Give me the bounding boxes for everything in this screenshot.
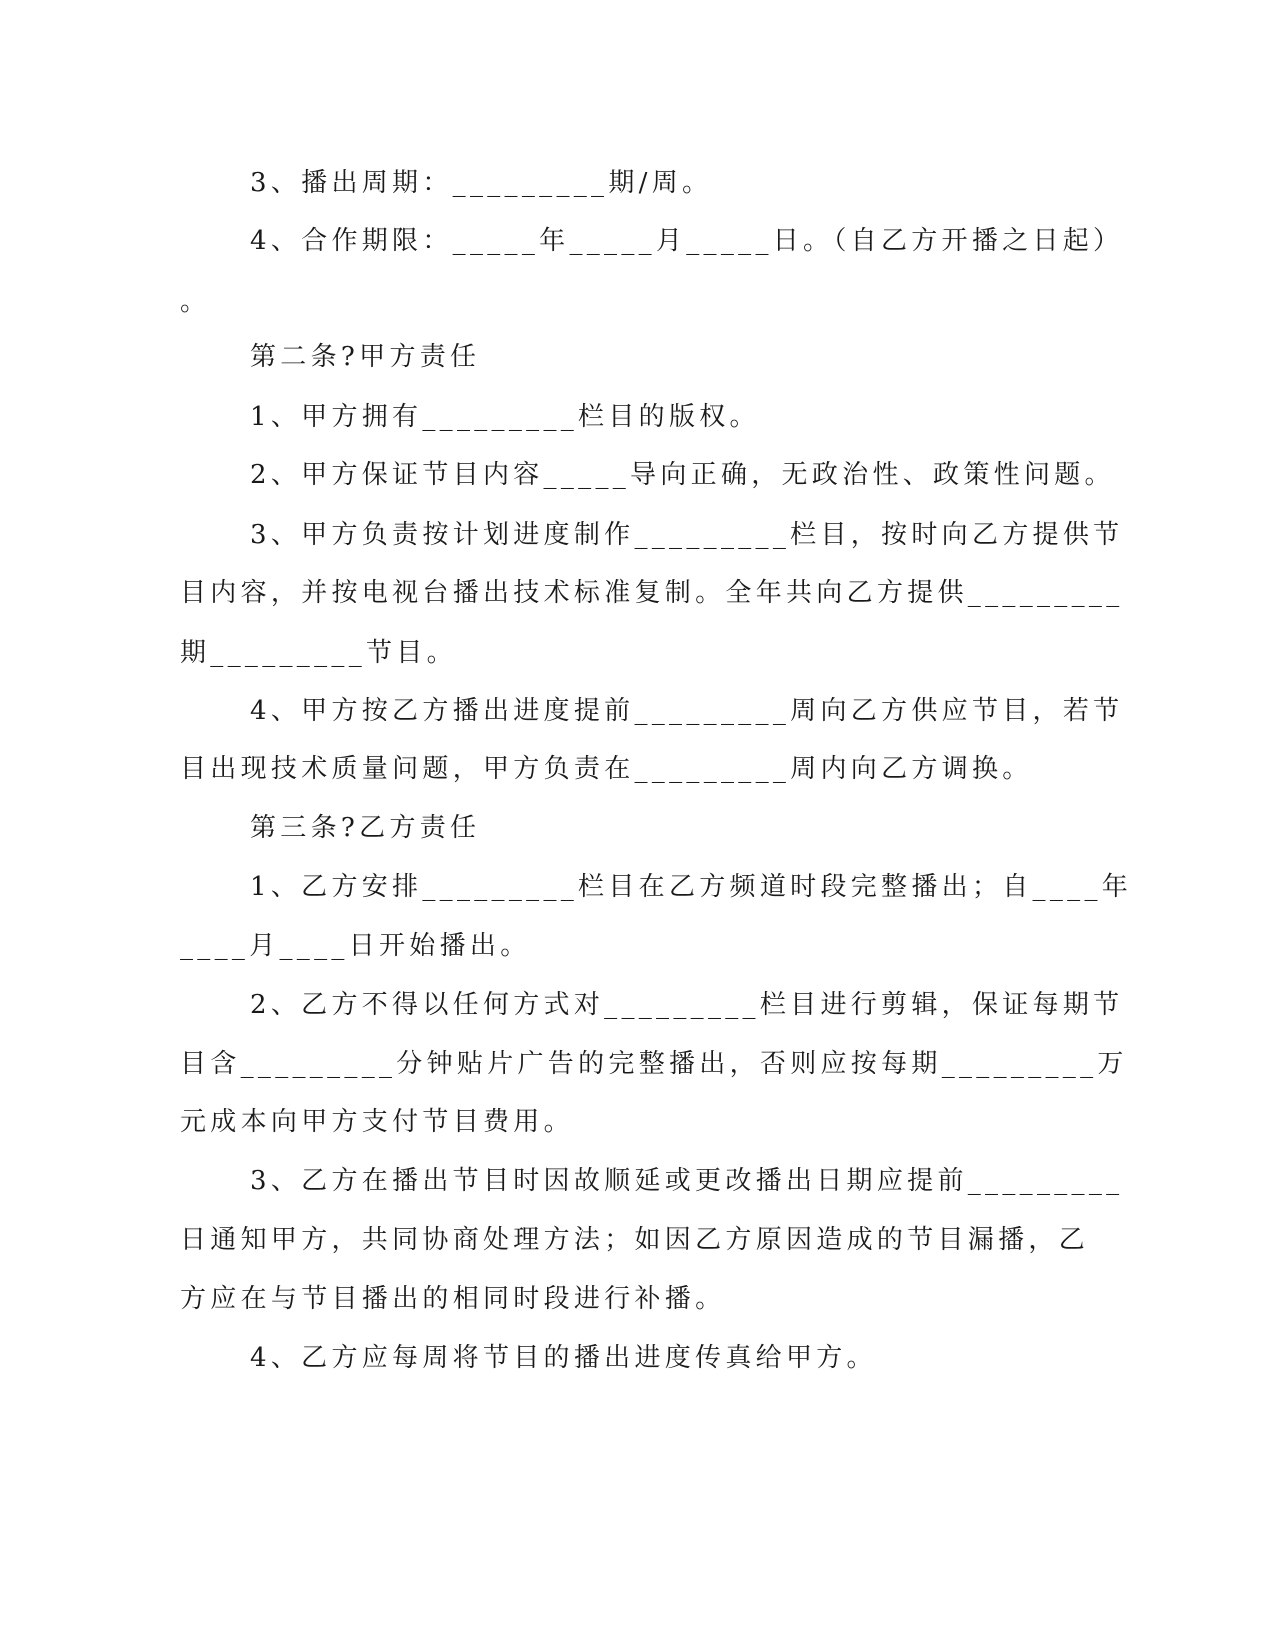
- text-line: 2、甲方保证节目内容_____导向正确，无政治性、政策性问题。: [250, 460, 1115, 490]
- text-line: ____月____日开始播出。: [180, 931, 531, 961]
- text-line: 日通知甲方，共同协商处理方法；如因乙方原因造成的节目漏播，乙: [180, 1225, 1090, 1255]
- text-line: 4、乙方应每周将节目的播出进度传真给甲方。: [250, 1343, 877, 1373]
- text-line: 4、合作期限：_____年_____月_____日。（自乙方开播之日起）: [250, 226, 1124, 256]
- text-line: 3、甲方负责按计划进度制作_________栏目，按时向乙方提供节: [250, 520, 1124, 550]
- text-line: 目含_________分钟贴片广告的完整播出，否则应按每期_________万: [180, 1049, 1128, 1079]
- text-line: 3、播出周期：_________期/周。: [250, 168, 713, 198]
- text-line: 4、甲方按乙方播出进度提前_________周向乙方供应节目，若节: [250, 696, 1124, 726]
- text-line: 。: [180, 287, 211, 317]
- text-line: 1、乙方安排_________栏目在乙方频道时段完整播出；自____年: [250, 872, 1133, 902]
- text-line: 方应在与节目播出的相同时段进行补播。: [180, 1284, 726, 1314]
- section-heading: 第三条?乙方责任: [250, 813, 481, 843]
- text-line: 元成本向甲方支付节目费用。: [180, 1107, 574, 1137]
- text-line: 2、乙方不得以任何方式对_________栏目进行剪辑，保证每期节: [250, 990, 1124, 1020]
- section-heading: 第二条?甲方责任: [250, 342, 481, 372]
- text-line: 3、乙方在播出节目时因故顺延或更改播出日期应提前_________: [250, 1166, 1124, 1196]
- text-line: 期_________节目。: [180, 638, 457, 668]
- text-line: 1、甲方拥有_________栏目的版权。: [250, 402, 760, 432]
- text-line: 目内容，并按电视台播出技术标准复制。全年共向乙方提供_________: [180, 578, 1124, 608]
- text-line: 目出现技术质量问题，甲方负责在_________周内向乙方调换。: [180, 754, 1033, 784]
